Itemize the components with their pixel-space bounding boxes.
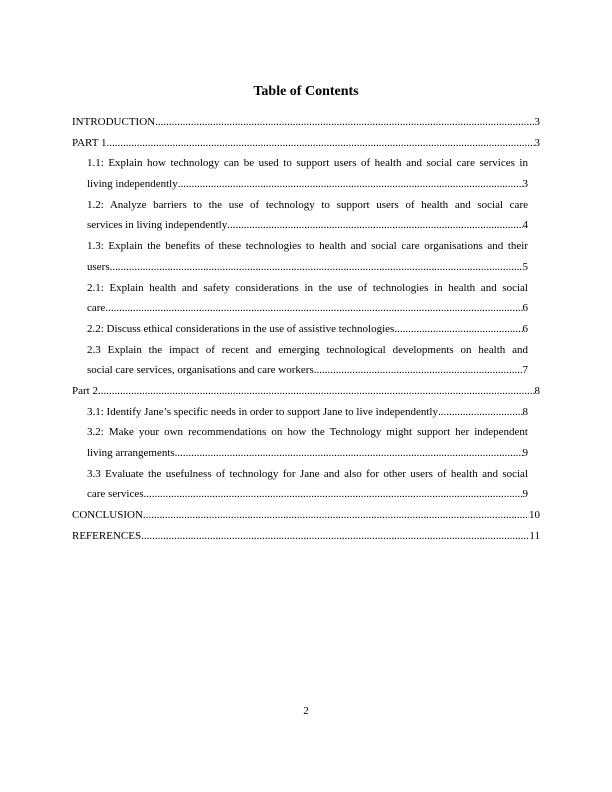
dot-leader xyxy=(98,381,535,402)
toc-entry[interactable] xyxy=(72,133,540,154)
toc-page-number: 3 xyxy=(534,116,540,128)
toc-page-number: 5 xyxy=(522,260,528,273)
toc-entry[interactable] xyxy=(72,402,540,423)
toc-title: Table of Contents xyxy=(253,84,359,99)
toc-entry-title: social care services, organisations and care workers xyxy=(87,364,314,377)
toc-page-number: 10 xyxy=(529,509,540,522)
toc-entry-title: 2.2: Discuss ethical considerations in the use of assistive technologies xyxy=(87,322,395,335)
toc-entry[interactable] xyxy=(72,381,540,402)
toc-entry-title: INTRODUCTION xyxy=(72,116,156,128)
dot-leader xyxy=(227,215,522,236)
toc-entry-title: care xyxy=(87,302,106,315)
toc-page-number: 3 xyxy=(522,178,528,191)
table-of-contents xyxy=(72,112,540,546)
toc-entry-text: 1.1: Explain how technology can be used to support users of health and social care services in xyxy=(87,157,528,170)
toc-entry-title: PART 1 xyxy=(72,136,107,149)
toc-entry[interactable] xyxy=(72,153,540,194)
dot-leader xyxy=(143,505,529,526)
dot-leader xyxy=(438,402,523,423)
toc-entry-title: CONCLUSION xyxy=(72,509,143,522)
toc-entry-title: services in living independently xyxy=(87,219,228,232)
toc-entry[interactable] xyxy=(72,464,540,505)
toc-entry[interactable] xyxy=(72,505,540,526)
dot-leader xyxy=(394,319,522,340)
toc-entry[interactable] xyxy=(72,278,540,319)
toc-entry-title: care services xyxy=(87,488,144,501)
page-number: 2 xyxy=(303,705,309,717)
toc-entry-text: 3.3 Evaluate the usefulness of technology for Jane and also for other users of health and social xyxy=(87,467,528,480)
toc-entry[interactable] xyxy=(72,112,540,133)
toc-page-number: 6 xyxy=(522,322,528,335)
dot-leader xyxy=(107,133,535,154)
toc-entry-text: 2.3 Explain the impact of recent and emerging technological developments on health and xyxy=(87,343,528,356)
toc-page-number: 3 xyxy=(534,136,540,149)
toc-entry[interactable] xyxy=(72,340,540,381)
toc-page-number: 4 xyxy=(522,219,528,232)
toc-page-number: 6 xyxy=(522,302,528,315)
toc-entry-text: 1.3: Explain the benefits of these technologies to health and social care organisations and their xyxy=(87,240,528,253)
toc-entry-title: 3.1: Identify Jane’s specific needs in order to support Jane to live independently xyxy=(87,405,438,418)
toc-page-number: 8 xyxy=(522,405,528,418)
dot-leader xyxy=(314,360,523,381)
toc-entry[interactable] xyxy=(72,236,540,277)
toc-entry[interactable] xyxy=(72,526,540,547)
toc-page-number: 8 xyxy=(534,384,540,397)
toc-entry-title: REFERENCES xyxy=(72,529,142,542)
dot-leader xyxy=(175,443,523,464)
dot-leader xyxy=(105,298,522,319)
toc-entry-title: living independently xyxy=(87,178,178,191)
dot-leader xyxy=(110,257,523,278)
dot-leader xyxy=(155,112,534,133)
dot-leader xyxy=(144,484,523,505)
toc-entry-title: living arrangements xyxy=(87,447,175,459)
toc-page-number: 11 xyxy=(529,529,540,542)
toc-entry-text: 1.2: Analyze barriers to the use of technology to support users of health and social care xyxy=(87,198,528,211)
toc-entry-title: users xyxy=(87,260,110,273)
toc-entry-title: Part 2 xyxy=(72,384,98,397)
toc-entry-text: 2.1: Explain health and safety considerations in the use of technologies in health and social xyxy=(87,281,528,294)
toc-entry[interactable] xyxy=(72,195,540,236)
dot-leader xyxy=(141,526,529,547)
toc-page-number: 9 xyxy=(522,447,528,459)
toc-entry-text: 3.2: Make your own recommendations on how the Technology might support her independent xyxy=(87,426,528,439)
toc-page-number: 9 xyxy=(522,488,528,501)
toc-page-number: 7 xyxy=(522,364,528,377)
toc-entry[interactable] xyxy=(72,319,540,340)
dot-leader xyxy=(178,174,523,195)
toc-entry[interactable] xyxy=(72,422,540,463)
